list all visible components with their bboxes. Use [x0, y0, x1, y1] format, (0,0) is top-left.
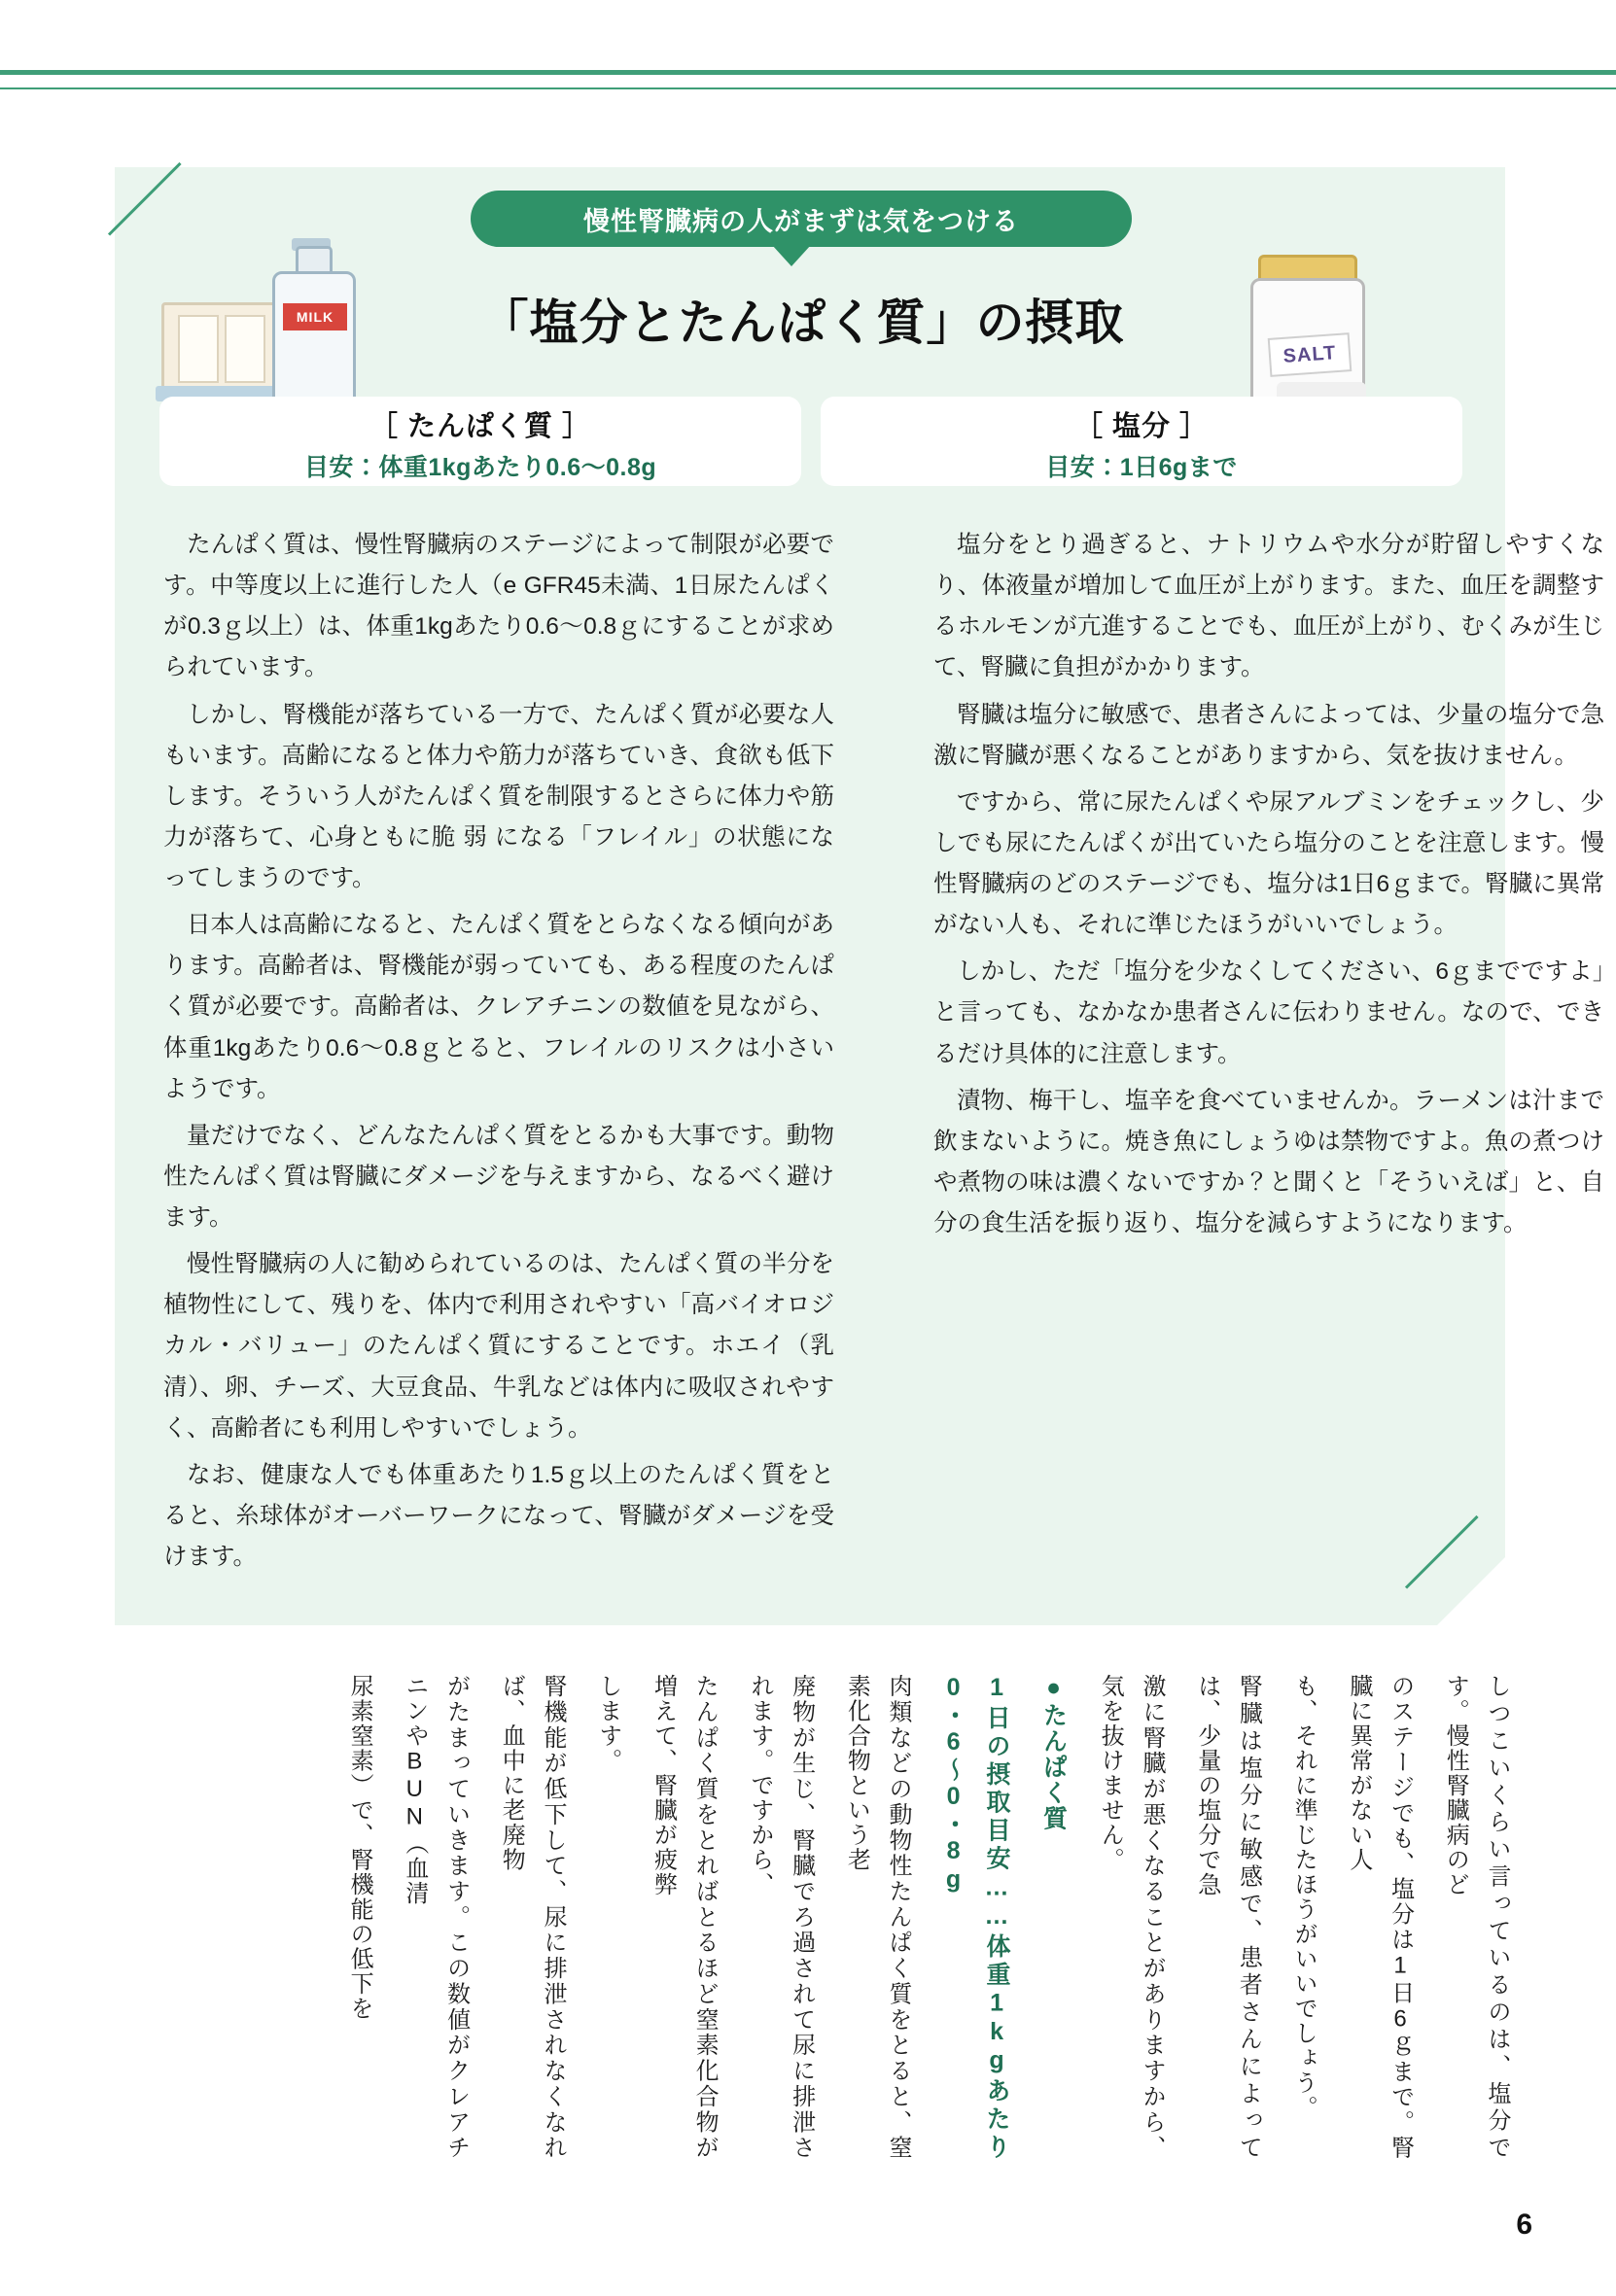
- tofu-slice-left: [178, 315, 219, 383]
- milk-bottle-icon: [268, 238, 354, 401]
- protein-paragraph: 量だけでなく、どんなたんぱく質をとるかも大事です。動物性たんぱく質は腎臓にダメージを与えますから、なるべく避けます。: [163, 1122, 834, 1231]
- vertical-note-subheading: ●たんぱく質: [1039, 1674, 1068, 1831]
- page-top-rule-thin: [0, 87, 1616, 89]
- vertical-note-column: 激に腎臓が悪くなることがありますから、気を抜けません。: [1097, 1674, 1165, 2160]
- vertical-note-column: します。: [594, 1674, 621, 1773]
- salt-target-value: 目安：1日6gまで: [1045, 454, 1238, 481]
- header-badge-pointer: [772, 245, 811, 266]
- vertical-note-column: 廃物が生じ、腎臓でろ過されて尿に排泄されます。ですから、: [746, 1674, 815, 2160]
- salt-heading: ［ 塩分 ］: [1073, 411, 1210, 442]
- salt-body-text: [933, 525, 1604, 1250]
- protein-paragraph: 日本人は高齢になると、たんぱく質をとらなくなる傾向があります。高齢者は、腎機能が弱っていても、ある程度のたんぱく質が必要です。高齢者は、クレアチニンの数値を見ながら、体重1kgあたり0.6〜0.8ｇとると、フレイルのリスクは小さいようです。: [163, 912, 834, 1102]
- vertical-note-column: 腎機能が低下して、尿に排泄されなくなれば、血中に老廃物: [498, 1674, 566, 2160]
- vertical-note-column: たんぱく質をとればとるほど窒素化合物が増えて、腎臓が疲弊: [650, 1674, 719, 2160]
- vertical-note-column: 肉類などの動物性たんぱく質をとると、窒素化合物という老: [843, 1674, 912, 2160]
- header-badge-label: 慢性腎臓病の人がまずは気をつける: [583, 206, 1019, 236]
- protein-heading: ［ たんぱく質 ］: [369, 411, 592, 442]
- page-title: 「塩分とたんぱく質」の摂取: [479, 296, 1125, 350]
- vertical-note-column: 尿素窒素）で、腎機能の低下を: [346, 1674, 373, 2021]
- protein-column-header: [159, 397, 801, 486]
- page-top-rule-thick: [0, 70, 1616, 75]
- vertical-note-column: 腎臓は塩分に敏感で、患者さんによっては、少量の塩分で急: [1193, 1674, 1262, 2160]
- header-badge: [471, 191, 1132, 247]
- protein-paragraph: なお、健康な人でも体重あたり1.5ｇ以上のたんぱく質をとると、糸球体がオーバーワークになって、腎臓がダメージを受けます。: [163, 1461, 834, 1570]
- salt-jar-body: [1250, 278, 1365, 416]
- vertical-note-block: [97, 1674, 1517, 2199]
- salt-jar-label: SALT: [1268, 332, 1353, 377]
- protein-body-text: [163, 525, 834, 1583]
- salt-paragraph: ですから、常に尿たんぱくや尿アルブミンをチェックし、少しでも尿にたんぱくが出ていたら塩分のことを注意します。慢性腎臓病のどのステージでも、塩分は1日6ｇまで。腎臓に異常がない人も、それに準じたほうがいいでしょう。: [933, 788, 1604, 939]
- tofu-slice-right: [225, 315, 265, 383]
- salt-paragraph: しかし、ただ「塩分を少なくしてください、6ｇまでですよ」と言っても、なかなか患者さんに伝わりません。なので、できるだけ具体的に注意します。: [933, 958, 1604, 1067]
- salt-paragraph: 漬物、梅干し、塩辛を食べていませんか。ラーメンは汁まで飲まないように。焼き魚にしょうゆは禁物ですよ。魚の煮つけや煮物の味は濃くないですか？と聞くと「そういえば」と、自分の食生活を振り返り、塩分を減らすようになります。: [933, 1087, 1604, 1236]
- protein-paragraph: しかし、腎機能が落ちている一方で、たんぱく質が必要な人もいます。高齢になると体力や筋力が落ちていき、食欲も低下します。そういう人がたんぱく質を制限するとさらに体力や筋力が落ちて、心身ともに脆 弱 になる「フレイル」の状態になってしまうのです。: [163, 701, 834, 891]
- vertical-note-column: も、それに準じたほうがいいでしょう。: [1290, 1674, 1317, 2120]
- milk-bottle-label: MILK: [283, 303, 347, 330]
- vertical-note-column: のステージでも、塩分は1日6ｇまで。腎臓に異常がない人: [1345, 1674, 1414, 2160]
- vertical-note-column: がたまっていきます。この数値がクレアチニンやBUN（血清: [401, 1674, 470, 2160]
- protein-target-value: 目安：体重1kgあたり0.6〜0.8g: [303, 454, 657, 481]
- salt-paragraph: 腎臓は塩分に敏感で、患者さんによっては、少量の塩分で急激に腎臓が悪くなることがありますから、気を抜けません。: [933, 701, 1604, 769]
- salt-paragraph: 塩分をとり過ぎると、ナトリウムや水分が貯留しやすくなり、体液量が増加して血圧が上がります。また、血圧を調整するホルモンが亢進することでも、血圧が上がり、むくみが生じて、腎臓に負担がかかります。: [933, 532, 1604, 681]
- vertical-note-intake-target: 1日の摂取目安……体重1kgあたり0・6〜0・8g: [939, 1674, 1011, 2160]
- protein-paragraph: たんぱく質は、慢性腎臓病のステージによって制限が必要です。中等度以上に進行した人（e GFR45未満、1日尿たんぱくが0.3ｇ以上）は、体重1kgあたり0.6〜0.8ｇにすることが求められています。: [163, 532, 834, 681]
- milk-bottle-body: [272, 271, 356, 405]
- salt-column-header: [821, 397, 1462, 486]
- tofu-and-milk-illustration: [156, 238, 399, 413]
- page-number: 6: [1516, 2209, 1532, 2241]
- vertical-note-column: しつこいくらい言っているのは、塩分です。慢性腎臓病のど: [1442, 1674, 1510, 2160]
- protein-paragraph: 慢性腎臓病の人に勧められているのは、たんぱく質の半分を植物性にして、残りを、体内で利用されやすい「高バイオロジカル・バリュー」のたんぱく質にすることです。ホエイ（乳清）、卵、チーズ、大豆食品、牛乳などは体内に吸収されやすく、高齢者にも利用しやすいでしょう。: [163, 1251, 834, 1442]
